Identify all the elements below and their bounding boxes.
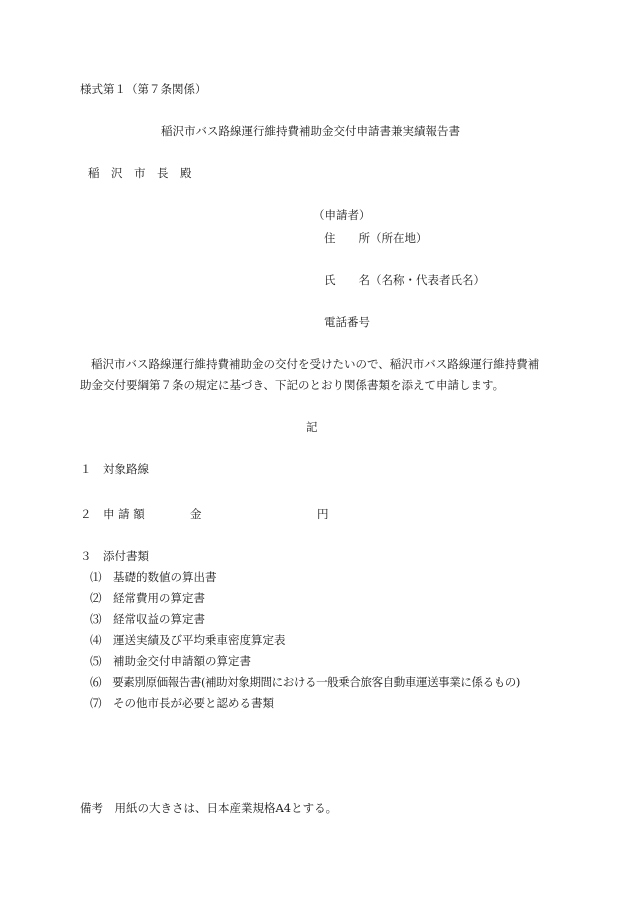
applicant-address-label: 住 所（所在地） [324,231,428,245]
attachment-item: ⑹ 要素別原価報告書(補助対象期間における一般乗合旅客自動車運送事業に係るもの) [90,675,520,689]
applicant-name-label: 氏 名（名称・代表者氏名） [324,273,485,287]
attachment-item: ⑺ その他市長が必要と認める書類 [90,696,274,710]
form-number: 様式第１（第７条関係） [80,82,207,96]
body-text-line-2: 助金交付要綱第７条の規定に基づき、下記のとおり関係書類を添えて申請します。 [80,378,505,392]
applicant-label: （申請者） [313,208,371,222]
attachment-item: ⑸ 補助金交付申請額の算定書 [90,654,251,668]
item-application-amount-currency: 金 [190,507,202,521]
addressee: 稲 沢 市 長 殿 [88,166,192,180]
applicant-phone-label: 電話番号 [324,315,370,329]
item-application-amount-unit: 円 [317,507,329,521]
document-title: 稲沢市バス路線運行維持費補助金交付申請書兼実績報告書 [161,124,460,138]
attachment-item: ⑴ 基礎的数値の算出書 [90,570,217,584]
item-application-amount-label: ２ 申 請 額 [80,507,145,521]
body-text-line-1: 稲沢市バス路線運行維持費補助金の交付を受けたいので、稲沢市バス路線運行維持費補 [91,357,540,371]
attachment-item: ⑶ 経常収益の算定書 [90,612,205,626]
ki-heading: 記 [306,420,318,434]
item-target-route: １ 対象路線 [80,462,149,476]
attachment-item: ⑷ 運送実績及び平均乗車密度算定表 [90,633,286,647]
attachment-item: ⑵ 経常費用の算定書 [90,591,205,605]
item-attachments-heading: ３ 添付書類 [80,549,149,563]
remarks-note: 備考 用紙の大きさは、日本産業規格A4とする。 [80,801,338,815]
